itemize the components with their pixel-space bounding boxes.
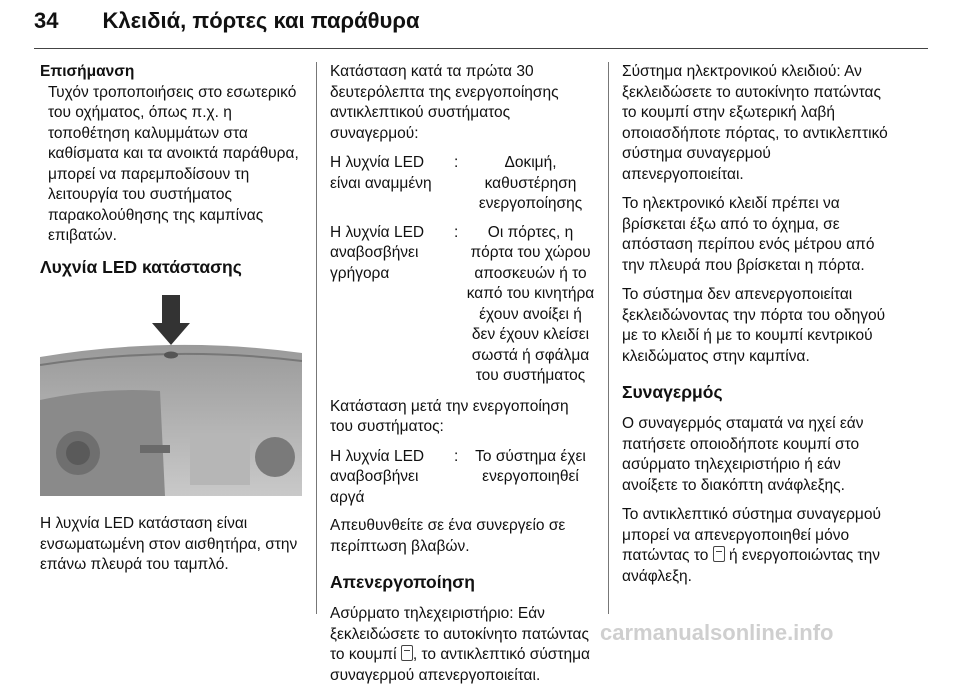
led-caption: Η λυχνία LED κατάσταση είναι ενσωματωμένη στον αισθητήρα, στην επάνω πλευρά του ταμπλό.	[40, 515, 298, 573]
no-deactivation-text: Το σύστημα δεν απενεργοποιείται ξεκλειδώνοντας την πόρτα του οδηγού με το κλειδί ή με το κουμπί κεντρικού κλειδώματος στην καμπίνα.	[622, 286, 886, 365]
section-title-alarm: Συναγερμός	[622, 382, 723, 402]
fault-text: Απευθυνθείτε σε ένα συνεργείο σε περίπτωση βλαβών.	[330, 517, 566, 555]
alarm-stop-text: Ο συναγερμός σταματά να ηχεί εάν πατήσετε οποιοδήποτε κουμπί στο ασύρματο τηλεχειριστήριο ή εάν ανοίξετε το διακόπτη ανάφλεξης.	[622, 415, 864, 494]
unlock-key-icon	[401, 645, 413, 661]
status-value: Δοκιμή, καθυστέρηση ενεργοποίησης	[478, 154, 583, 212]
status-key: Η λυχνία LED είναι αναμμένη	[330, 154, 432, 192]
status-key: Η λυχνία LED αναβοσβήνει αργά	[330, 447, 425, 506]
status-intro-1: Κατάσταση κατά τα πρώτα 30 δευτερόλεπτα της ενεργοποίησης αντικλεπτικού συστήματος συναγερμού:	[330, 63, 559, 142]
alarm-deactivate-text: Το αντικλεπτικό σύστημα συναγερμού μπορεί να απενεργοποιηθεί μόνο πατώντας το ή ενεργοποιώντας την ανάφλεξη.	[622, 506, 881, 585]
lock-key-icon	[713, 546, 725, 562]
status-sep: :	[454, 223, 459, 241]
note-title: Επισήμανση	[40, 63, 135, 80]
status-sep: :	[454, 154, 459, 171]
column-divider-2	[608, 62, 609, 614]
deactivation-text: Ασύρματο τηλεχειριστήριο: Εάν ξεκλειδώσετε το αυτοκίνητο πατώντας το κουμπί , το αντικλεπτικό σύστημα συναγερμού απενεργοποιείται.	[330, 605, 590, 684]
status-row	[330, 223, 595, 387]
note-text: Τυχόν τροποποιήσεις στο εσωτερικό του οχήματος, όπως π.χ. η τοποθέτηση καλυμμάτων στα καθίσματα και τα ανοικτά παράθυρα, μπορεί να παρεμποδίσουν τη λειτουργία του συστήματος παρακολούθησης της καμπίνας επιβατών.	[48, 83, 299, 244]
dashboard-sensor-photo	[40, 295, 302, 496]
page-header	[34, 8, 419, 34]
status-key: Η λυχνία LED αναβοσβήνει γρήγορα	[330, 223, 425, 282]
page-number: 34	[34, 8, 59, 33]
column-3	[622, 62, 890, 596]
watermark: carmanualsonline.info	[600, 620, 834, 645]
key-distance-text: Το ηλεκτρονικό κλειδί πρέπει να βρίσκεται έξω από το όχημα, σε απόσταση περίπου ενός μέτρου από την πλευρά που βρίσκεται η πόρτα.	[622, 195, 875, 274]
column-2	[330, 62, 595, 695]
electronic-key-text: Σύστημα ηλεκτρονικού κλειδιού: Αν ξεκλειδώσετε το αυτοκίνητο πατώντας το κουμπί στην εξωτερική λαβή οποιασδήποτε πόρτας, το αντικλεπτικό σύστημα συναγερμού απενεργοποιείται.	[622, 63, 888, 183]
header-rule	[34, 48, 928, 49]
status-row	[330, 153, 595, 215]
chapter-title: Κλειδιά, πόρτες και παράθυρα	[102, 8, 420, 33]
status-value: Οι πόρτες, η πόρτα του χώρου αποσκευών ή το καπό του κινητήρα έχουν ανοίξει ή δεν έχουν κλείσει σωστά ή σφάλμα του συστήματος	[466, 223, 595, 384]
column-1	[40, 62, 302, 585]
status-intro-2: Κατάσταση μετά την ενεργοποίηση του συστήματος:	[330, 397, 569, 435]
status-value: Το σύστημα έχει ενεργοποιηθεί	[475, 447, 586, 485]
status-sep: :	[454, 447, 459, 465]
status-row	[330, 447, 595, 509]
column-divider-1	[316, 62, 317, 614]
section-title-led: Λυχνία LED κατάστασης	[40, 256, 242, 277]
section-title-deactivation: Απενεργοποίηση	[330, 572, 475, 592]
